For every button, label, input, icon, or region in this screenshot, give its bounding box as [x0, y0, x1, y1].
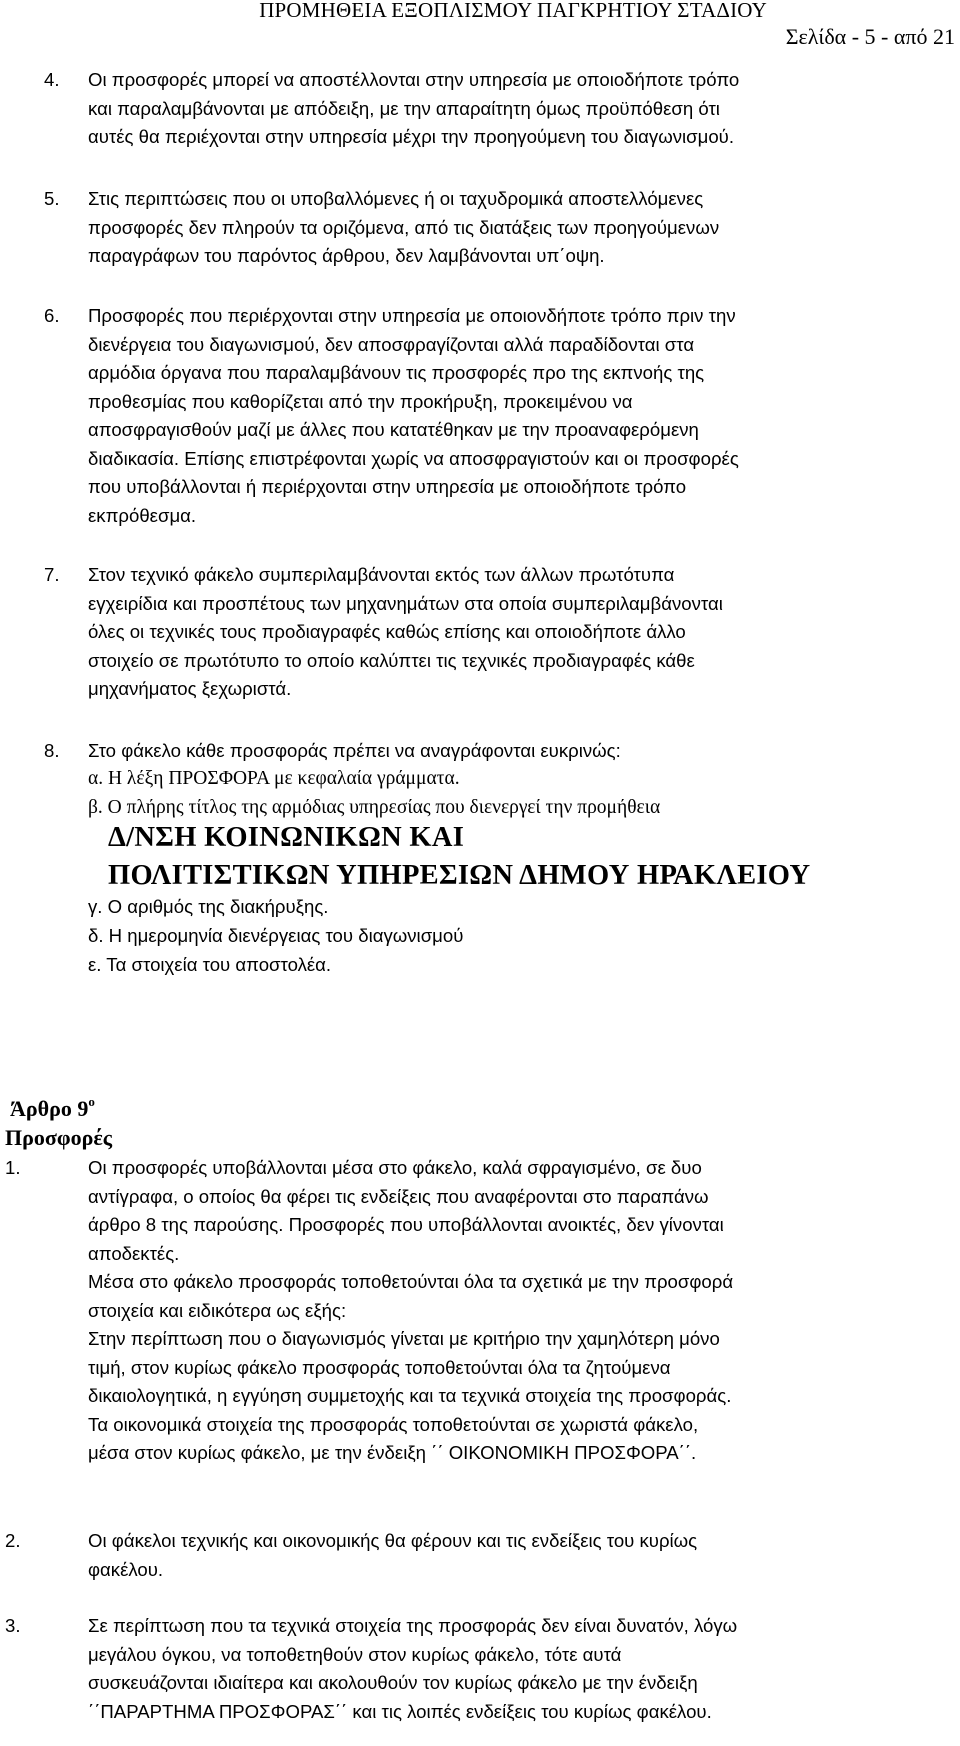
item-number: 7. [44, 564, 60, 585]
text-line: άρθρο 8 της παρούσης. Προσφορές που υποβάλλονται ανοικτές, δεν γίνονται [88, 1214, 724, 1235]
text-line: Στο φάκελο κάθε προσφοράς πρέπει να αναγράφονται ευκρινώς: [88, 740, 621, 761]
text-line: αντίγραφα, ο οποίος θα φέρει τις ενδείξεις που αναφέρονται στο παραπάνω [88, 1185, 709, 1207]
article-title-text: Άρθρο 9 [10, 1096, 89, 1121]
text-line: Οι προσφορές μπορεί να αποστέλλονται στην υπηρεσία με οποιοδήποτε τρόπο [88, 69, 740, 90]
article-title-superscript: ο [88, 1094, 95, 1109]
text-line: συσκευάζονται ιδιαίτερα και ακολουθούν τον κυρίως φάκελο με την ένδειξη [88, 1672, 698, 1693]
item-body [88, 66, 958, 152]
text-line: φακέλου. [88, 1558, 164, 1580]
text-line: μηχανήματος ξεχωριστά. [88, 678, 292, 699]
item-body [88, 185, 958, 271]
service-title-line-2: ΠΟΛΙΤΙΣΤΙΚΩΝ ΥΠΗΡΕΣΙΩΝ ΔΗΜΟΥ ΗΡΑΚΛΕΙΟΥ [108, 860, 811, 891]
text-line: διαδικασία. Επίσης επιστρέφονται χωρίς να αποσφραγιστούν και οι προσφορές [88, 447, 739, 469]
sub-item-a: α. Η λέξη ΠΡΟΣΦΟΡΑ με κεφαλαία γράμματα. [88, 768, 460, 789]
text-line: ΄΄ΠΑΡΑΡΤΗΜΑ ΠΡΟΣΦΟΡΑΣ΄΄ και τις λοιπές ενδείξεις του κυρίως φακέλου. [88, 1700, 712, 1722]
text-line: Στην περίπτωση που ο διαγωνισμός γίνεται με κριτήριο την χαμηλότερη μόνο [88, 1328, 720, 1349]
page-number: Σελίδα - 5 - από 21 [785, 24, 955, 49]
text-line: προθεσμίας που καθορίζεται από την προκήρυξη, προκειμένου να [88, 390, 633, 412]
item-number: 2. [5, 1530, 21, 1551]
service-title-line-1: Δ/ΝΣΗ ΚΟΙΝΩΝΙΚΩΝ ΚΑΙ [108, 822, 465, 853]
text-line: μέσα στον κυρίως φάκελο, με την ένδειξη ΄΄ ΟΙΚΟΝΟΜΙΚΗ ΠΡΟΣΦΟΡΑ΄΄. [88, 1442, 697, 1463]
text-line: αρμόδια όργανα που παραλαμβάνουν τις προσφορές προ της εκπνοής της [88, 362, 705, 383]
text-line: διενέργεια του διαγωνισμού, δεν αποσφραγίζονται αλλά παραδίδονται στα [88, 333, 695, 355]
text-line: Οι φάκελοι τεχνικής και οικονομικής θα φέρουν και τις ενδείξεις του κυρίως [88, 1530, 698, 1551]
text-line: Τα οικονομικά στοιχεία της προσφοράς τοποθετούνται σε χωριστά φάκελο, [88, 1413, 699, 1435]
text-line: δικαιολογητικά, η εγγύηση συμμετοχής και τα τεχνικά στοιχεία της προσφοράς. [88, 1385, 732, 1406]
text-line: εγχειρίδια και προσπέτους των μηχανημάτων στα οποία συμπεριλαμβάνονται [88, 592, 723, 614]
item-number: 1. [5, 1157, 21, 1178]
item-body [88, 1612, 958, 1726]
item-number: 3. [5, 1615, 21, 1636]
text-line: αυτές θα περιέχονται στην υπηρεσία μέχρι την προηγούμενη του διαγωνισμού. [88, 126, 735, 147]
item-body [88, 1527, 958, 1584]
text-line: Μέσα στο φάκελο προσφοράς τοποθετούνται όλα τα σχετικά με την προσφορά [88, 1271, 734, 1292]
text-line: Σε περίπτωση που τα τεχνικά στοιχεία της προσφοράς δεν είναι δυνατόν, λόγω [88, 1615, 738, 1636]
text-line: και παραλαμβάνονται με απόδειξη, με την απαραίτητη όμως προϋπόθεση ότι [88, 97, 720, 119]
text-line: Οι προσφορές υποβάλλονται μέσα στο φάκελο, καλά σφραγισμένο, σε δυο [88, 1157, 702, 1178]
article-heading [10, 1094, 95, 1122]
text-line: παραγράφων του παρόντος άρθρου, δεν λαμβάνονται υπ΄οψη. [88, 245, 605, 266]
item-body [88, 1154, 958, 1468]
text-line: τιμή, στον κυρίως φάκελο προσφοράς τοποθετούνται όλα τα ζητούμενα [88, 1356, 671, 1378]
text-line: Στις περιπτώσεις που οι υποβαλλόμενες ή οι ταχυδρομικά αποστελλόμενες [88, 188, 704, 209]
text-line: στοιχεία και ειδικότερα ως εξής: [88, 1299, 347, 1321]
item-body [88, 302, 958, 530]
text-line: Προσφορές που περιέρχονται στην υπηρεσία με οποιονδήποτε τρόπο πριν την [88, 305, 736, 326]
text-line: προσφορές δεν πληρούν τα οριζόμενα, από τις διατάξεις των προηγούμενων [88, 216, 720, 238]
item-number: 4. [44, 69, 60, 90]
text-line: αποδεκτές. [88, 1242, 180, 1264]
sub-item-b: β. Ο πλήρης τίτλος της αρμόδιας υπηρεσίας που διενεργεί την προμήθεια [88, 797, 661, 818]
item-body [88, 561, 958, 704]
item-body [88, 737, 958, 766]
sub-item-d: δ. Η ημερομηνία διενέργειας του διαγωνισμού [88, 925, 464, 946]
document-title: ΠΡΟΜΗΘΕΙΑ ΕΞΟΠΛΙΣΜΟΥ ΠΑΓΚΡΗΤΙΟΥ ΣΤΑΔΙΟΥ [259, 0, 767, 22]
article-subtitle: Προσφορές [5, 1125, 113, 1150]
text-line: αποσφραγισθούν μαζί με άλλες που κατατέθηκαν με την προαναφερόμενη [88, 419, 699, 440]
item-number: 8. [44, 740, 60, 761]
sub-item-e: ε. Τα στοιχεία του αποστολέα. [88, 954, 332, 975]
text-line: Στον τεχνικό φάκελο συμπεριλαμβάνονται εκτός των άλλων πρωτότυπα [88, 564, 675, 585]
text-line: όλες οι τεχνικές τους προδιαγραφές καθώς επίσης και οποιοδήποτε άλλο [88, 621, 686, 642]
item-number: 6. [44, 305, 60, 326]
text-line: μεγάλου όγκου, να τοποθετηθούν στον κυρίως φάκελο, τότε αυτά [88, 1643, 622, 1665]
item-number: 5. [44, 188, 60, 209]
text-line: εκπρόθεσμα. [88, 504, 197, 526]
text-line: που υποβάλλονται ή περιέρχονται στην υπηρεσία με οποιοδήποτε τρόπο [88, 476, 687, 497]
text-line: στοιχείο σε πρωτότυπο το οποίο καλύπτει τις τεχνικές προδιαγραφές κάθε [88, 649, 695, 671]
sub-item-c: γ. Ο αριθμός της διακήρυξης. [88, 896, 329, 917]
